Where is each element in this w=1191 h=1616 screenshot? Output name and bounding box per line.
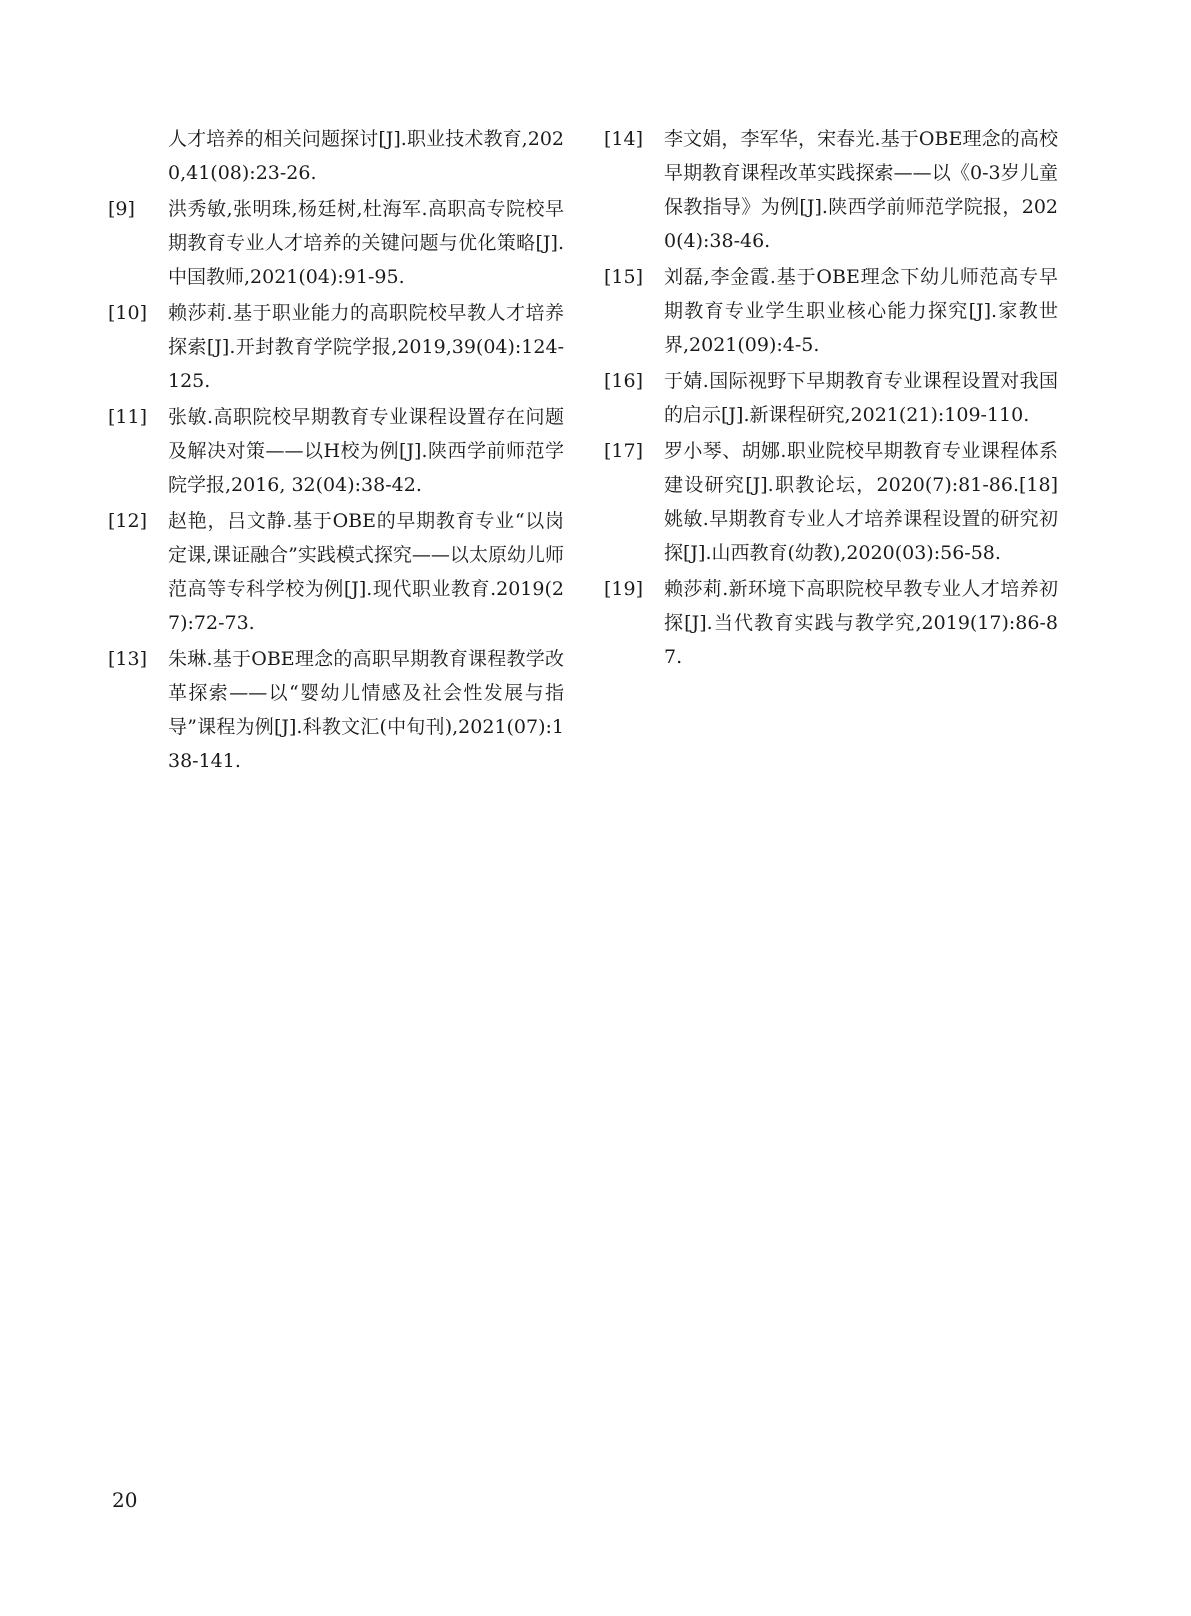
reference-number: [16] (604, 370, 644, 392)
reference-number: [15] (604, 266, 644, 288)
reference-text: 人才培养的相关问题探讨[J].职业技术教育,2020,41(08):23-26. (168, 128, 564, 184)
reference-item-15 (604, 260, 1058, 362)
reference-number: [19] (604, 578, 644, 600)
reference-text: 张敏.高职院校早期教育专业课程设置存在问题及解决对策——以H校为例[J].陕西学前师范学院学报,2016, 32(04):38-42. (168, 406, 564, 496)
reference-item-10 (108, 296, 564, 398)
references-left-column (108, 122, 564, 780)
reference-item-16 (604, 364, 1058, 432)
reference-item-13 (108, 642, 564, 778)
reference-item-17 (604, 434, 1058, 570)
reference-number: [11] (108, 406, 148, 428)
references-right-column (604, 122, 1058, 676)
reference-number: [10] (108, 302, 148, 324)
reference-number: [13] (108, 648, 148, 670)
reference-item-11 (108, 400, 564, 502)
reference-text: 于婧.国际视野下早期教育专业课程设置对我国的启示[J].新课程研究,2021(21):109-110. (664, 370, 1058, 426)
reference-text: 洪秀敏,张明珠,杨廷树,杜海军.高职高专院校早期教育专业人才培养的关键问题与优化策略[J].中国教师,2021(04):91-95. (168, 198, 564, 288)
reference-item-12 (108, 504, 564, 640)
reference-text: 刘磊,李金霞.基于OBE理念下幼儿师范高专早期教育专业学生职业核心能力探究[J].家教世界,2021(09):4-5. (664, 266, 1058, 356)
reference-item-19 (604, 572, 1058, 674)
reference-text: 赖莎莉.新环境下高职院校早教专业人才培养初探[J].当代教育实践与教学究,2019(17):86-87. (664, 578, 1058, 668)
reference-text: 赵艳，吕文静.基于OBE的早期教育专业“以岗定课,课证融合”实践模式探究——以太原幼儿师范高等专科学校为例[J].现代职业教育.2019(27):72-73. (168, 510, 564, 634)
reference-number: [12] (108, 510, 148, 532)
reference-text: 朱琳.基于OBE理念的高职早期教育课程教学改革探索——以“婴幼儿情感及社会性发展与指导”课程为例[J].科教文汇(中旬刊),2021(07):138-141. (168, 648, 564, 772)
reference-item-8-continued (108, 122, 564, 190)
page-number: 20 (112, 1488, 138, 1512)
reference-item-9 (108, 192, 564, 294)
reference-number: [14] (604, 128, 644, 150)
reference-text: 罗小琴、胡娜.职业院校早期教育专业课程体系建设研究[J].职教论坛，2020(7):81-86.[18]姚敏.早期教育专业人才培养课程设置的研究初探[J].山西教育(幼教),2020(03):56-58. (664, 440, 1058, 564)
reference-number: [17] (604, 440, 644, 462)
reference-item-14 (604, 122, 1058, 258)
reference-text: 赖莎莉.基于职业能力的高职院校早教人才培养探索[J].开封教育学院学报,2019,39(04):124-125. (168, 302, 564, 392)
reference-text: 李文娟，李军华，宋春光.基于OBE理念的高校早期教育课程改革实践探索——以《0-3岁儿童保教指导》为例[J].陕西学前师范学院报，2020(4):38-46. (664, 128, 1058, 252)
reference-number: [9] (108, 198, 135, 220)
